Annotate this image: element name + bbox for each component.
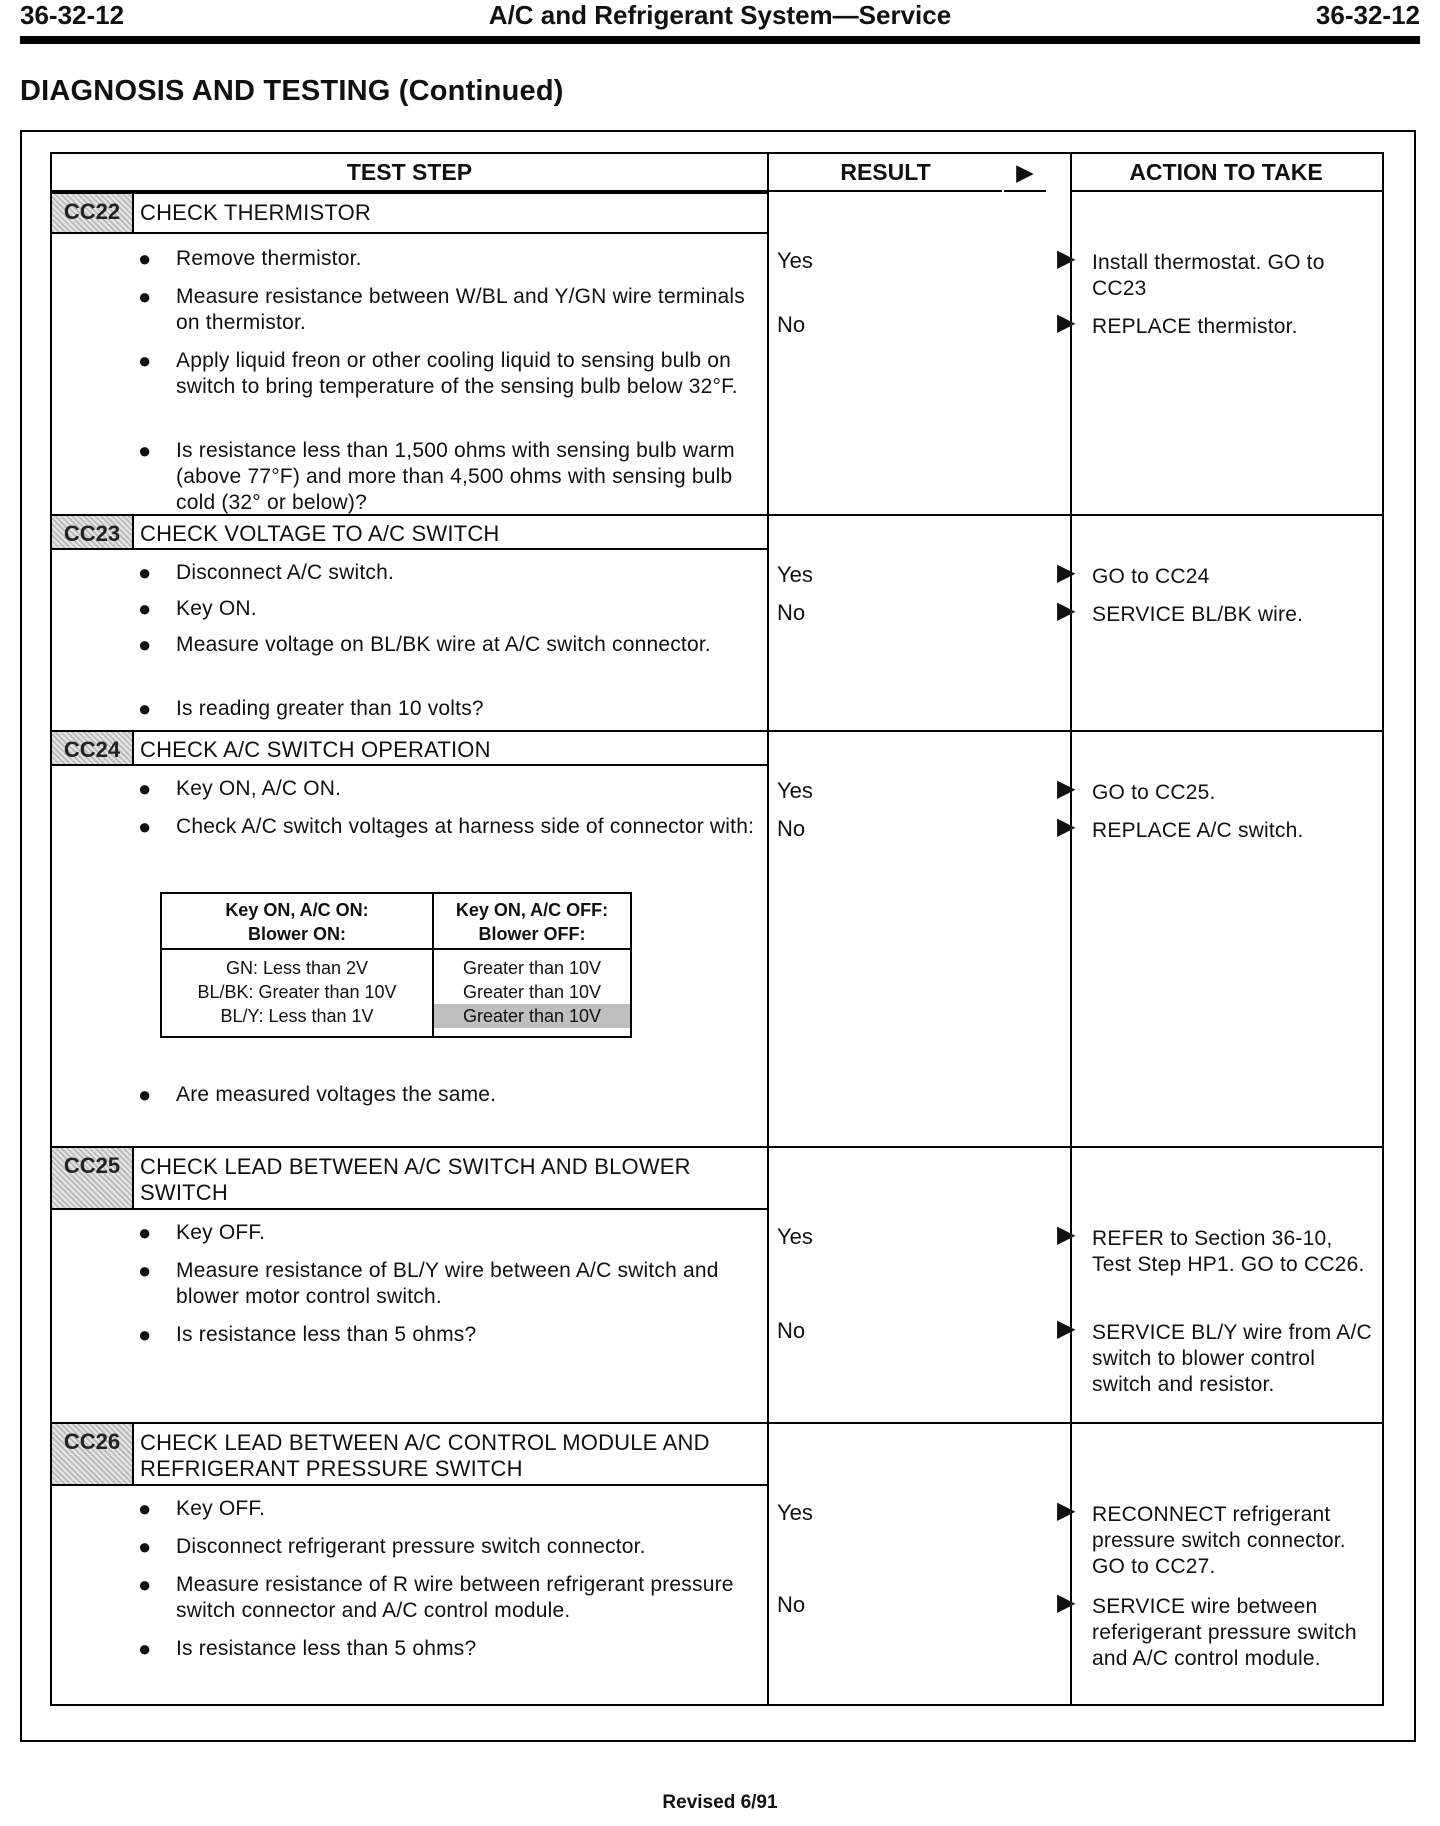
result-yes: Yes [777,778,813,803]
page-number-left: 36-32-12 [20,0,125,30]
action-text: REFER to Section 36-10, Test Step HP1. GO to CC26. [1092,1227,1365,1276]
step-id-cc24: CC24 [52,732,134,764]
bullet-icon: ● [138,814,152,839]
arrow-right-icon: ▶ [1057,1221,1076,1248]
result-no: No [777,816,806,841]
bullet-icon: ● [138,776,152,801]
step-id-cc25: CC25 [52,1148,134,1208]
page-header [20,0,1420,34]
step-title-cc24: CHECK A/C SWITCH OPERATION [140,737,491,762]
voltage-table-header-off: Key ON, A/C OFF: Blower OFF: [434,894,630,950]
bullet-icon: ● [138,1636,152,1661]
row-separator [52,730,1382,732]
result-no: No [777,1592,806,1617]
bullet-icon: ● [138,246,152,271]
action-text: REPLACE A/C switch. [1092,819,1304,842]
step-id-cc22: CC22 [52,194,134,232]
voltage-table-header-on: Key ON, A/C ON: Blower ON: [162,894,432,950]
header-rule [20,36,1420,44]
step-title-cc23: CHECK VOLTAGE TO A/C SWITCH [140,521,500,546]
bullet-icon: ● [138,560,152,585]
action-text: GO to CC24 [1092,565,1210,588]
arrow-right-icon: ▶ [1057,775,1076,802]
column-header-action: ACTION TO TAKE [1070,154,1382,192]
page-title: A/C and Refrigerant System—Service [488,0,952,30]
column-header-result: RESULT [769,154,1002,192]
bullet-icon: ● [138,696,152,721]
action-text: SERVICE wire between referigerant pressure switch and A/C control module. [1092,1595,1357,1670]
bullet-icon: ● [138,1220,152,1245]
arrow-right-icon: ▶ [1057,1497,1076,1524]
result-no: No [777,312,806,337]
action-text: Install thermostat. GO to CC23 [1092,251,1325,300]
bullet-icon: ● [138,596,152,621]
header-arrow-icon: ▶ [1004,154,1046,192]
bullet-icon: ● [138,1322,152,1347]
action-text: REPLACE thermistor. [1092,315,1298,338]
column-header-test-step: TEST STEP [52,154,767,192]
arrow-right-icon: ▶ [1057,813,1076,840]
result-yes: Yes [777,1500,813,1525]
arrow-right-icon: ▶ [1057,1589,1076,1616]
step-title-cc25: CHECK LEAD BETWEEN A/C SWITCH AND BLOWER SWITCH [140,1154,691,1205]
result-yes: Yes [777,1224,813,1249]
step-title-cc26: CHECK LEAD BETWEEN A/C CONTROL MODULE AND REFRIGERANT PRESSURE SWITCH [140,1430,710,1481]
step-title-cc22: CHECK THERMISTOR [140,200,371,225]
result-yes: Yes [777,562,813,587]
voltage-table-values-on: GN: Less than 2V BL/BK: Greater than 10V BL/Y: Less than 1V [197,958,397,1026]
divider-action [1070,154,1072,1704]
arrow-right-icon: ▶ [1057,597,1076,624]
bullet-icon: ● [138,438,152,463]
divider-result [767,154,769,1704]
result-no: No [777,600,806,625]
step-id-cc26: CC26 [52,1424,134,1484]
page-number-right: 36-32-12 [1315,0,1420,30]
bullet-icon: ● [138,348,152,373]
voltage-table [160,892,632,1038]
row-separator [52,1422,1382,1424]
bullet-icon: ● [138,1496,152,1521]
bullet-icon: ● [138,1534,152,1559]
voltage-table-values-off: Greater than 10V Greater than 10V Greater than 10V [434,952,630,1028]
bullet-icon: ● [138,1258,152,1283]
bullet-icon: ● [138,284,152,309]
section-title: DIAGNOSIS AND TESTING (Continued) [20,75,564,107]
result-yes: Yes [777,248,813,273]
step-id-cc23: CC23 [52,516,134,548]
arrow-right-icon: ▶ [1057,245,1076,272]
arrow-right-icon: ▶ [1057,559,1076,586]
bullet-icon: ● [138,1572,152,1597]
revision-footer: Revised 6/91 [662,1792,778,1813]
bullet-icon: ● [138,1082,152,1107]
arrow-right-icon: ▶ [1057,309,1076,336]
action-text: SERVICE BL/Y wire from A/C switch to blower control switch and resistor. [1092,1321,1372,1396]
bullet-icon: ● [138,632,152,657]
action-text: SERVICE BL/BK wire. [1092,603,1304,626]
diagnosis-table: TEST STEP RESULT ▶ ACTION TO TAKE CC22 CHECK THERMISTOR ● Remove thermistor. ● Measure resistance between W/BL and Y/GN wire terminals on thermistor. ● Apply liquid freon or other cooling liquid to sensing bulb on switch to bring temperature of the sensing bulb below 32°F. ● Is resistance less than 1,500 ohms with sensing bulb warm (above 77°F) and more than 4,500 ohms with sensing bulb cold (32° or below)? Yes ▶ Install thermostat. GO to CC23 No ▶ REPLACE thermistor. CC23 CHECK VOLTAGE TO A/C SWITCH ● Disconnect A/C switch. ● Key ON. ● Measure voltage on BL/BK wire at A/C switch connector. ● Is reading greater than 10 volts? Yes ▶ GO to CC24 No ▶ SERVICE BL/BK wire. CC24 CHECK A/C SWITCH OPERATION ● Key ON, A/C ON. ● Check A/C switch voltages at harness side of connector with: Key ON, A/C ON: Blower ON: Key ON, A/C OFF: Blower OFF: GN: Less than 2V BL/BK: Greater than 10V BL/Y: Less than 1V Greater than 10V Greater than 10V Greater than 10V ● Are measured voltages the same. Yes ▶ GO to CC25. No ▶ REPLACE A/C switch. CC25 CHECK LEAD BETWEEN A/C SWITCH AND BLOWER SWITCH ● Key OFF. ● Measure resistance of BL/Y wire between A/C switch and blower motor control switch. ● Is resistance less than 5 ohms? Yes ▶ REFER to Section 36-10, Test Step HP1. GO to CC26. No ▶ SERVICE BL/Y wire from A/C switch to blower control switch and resistor. CC26 CHECK LEAD BETWEEN A/C CONTROL MODULE AND REFRIGERANT PRESSURE SWITCH ● Key OFF. ● Disconnect refrigerant pressure switch connector. ● Measure resistance of R wire between refrigerant pressure switch connector and A/C control module. ● Is resistance less than 5 ohms? Yes ▶ RECONNECT refrigerant pressure switch connector. GO to CC27. No ▶ SERVICE wire between referigerant pressure switch and A/C control module. [50,152,1384,1706]
arrow-right-icon: ▶ [1057,1315,1076,1342]
action-text: GO to CC25. [1092,781,1216,804]
action-text: RECONNECT refrigerant pressure switch connector. GO to CC27. [1092,1503,1346,1578]
row-separator [52,1146,1382,1148]
result-no: No [777,1318,806,1343]
